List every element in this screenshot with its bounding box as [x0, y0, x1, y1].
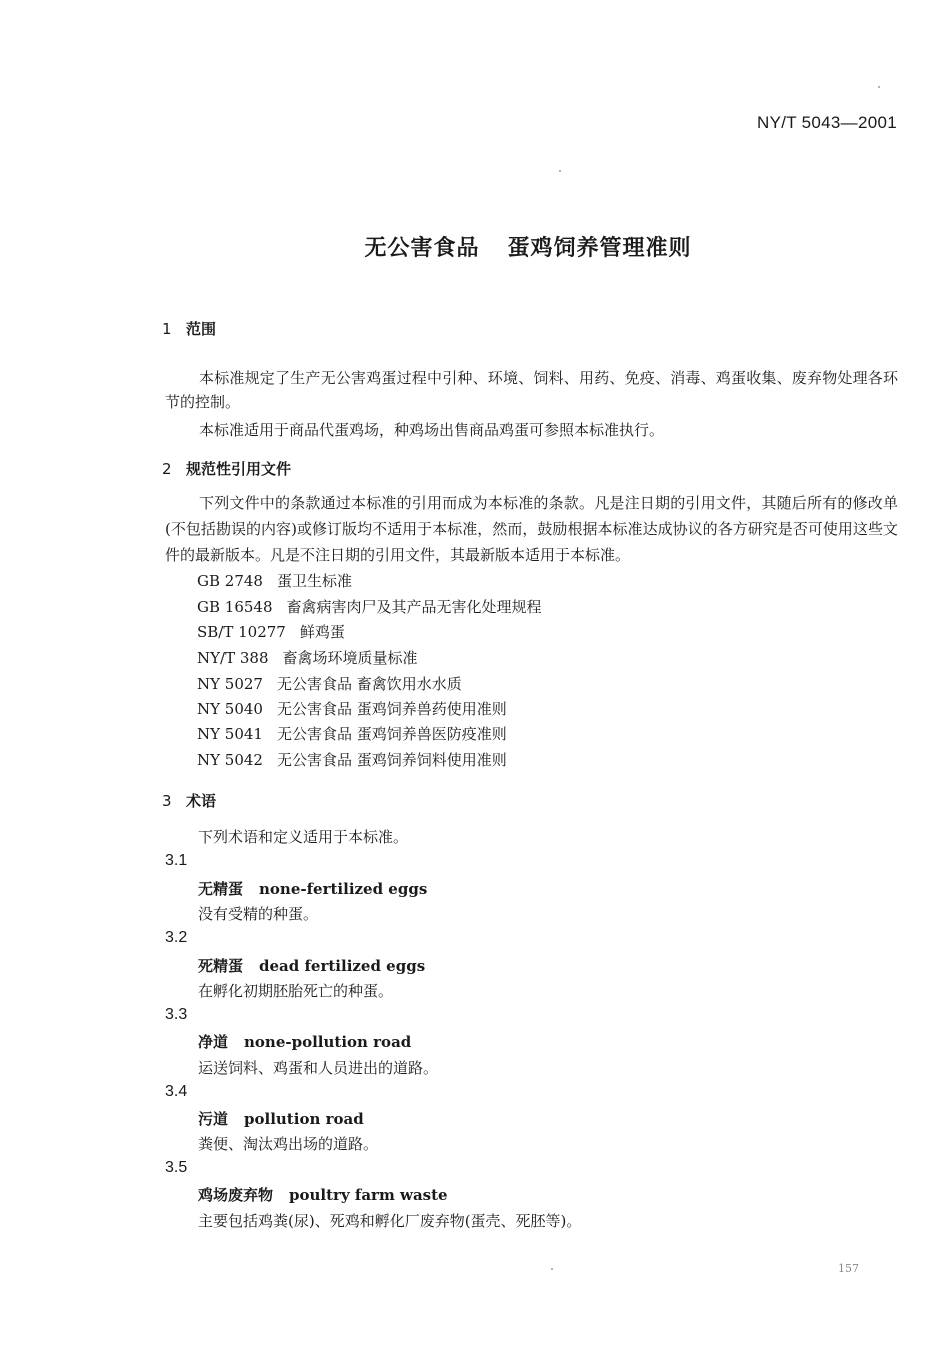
- reference-item: [197, 621, 345, 642]
- term-name-zh: 死精蛋: [198, 957, 244, 975]
- term-name-en: dead fertilized eggs: [259, 957, 426, 975]
- reference-item: [197, 596, 542, 617]
- scan-speck: [551, 1268, 553, 1270]
- term-name-zh: 无精蛋: [198, 880, 244, 898]
- term-number: 3.1: [165, 852, 188, 869]
- term-name-en: none-fertilized eggs: [259, 880, 428, 898]
- reference-item: [197, 698, 507, 719]
- reference-title: 无公害食品 蛋鸡饲养兽药使用准则: [276, 700, 507, 718]
- term-number: 3.4: [165, 1083, 188, 1100]
- reference-item: [197, 749, 507, 770]
- scope-paragraph-2: 本标准适用于商品代蛋鸡场，种鸡场出售商品鸡蛋可参照本标准执行。: [199, 421, 665, 439]
- term-number: 3.3: [165, 1006, 188, 1023]
- term-definition: 运送饲料、鸡蛋和人员进出的道路。: [198, 1059, 439, 1077]
- term-name-zh: 净道: [198, 1033, 229, 1051]
- term-definition: 在孵化初期胚胎死亡的种蛋。: [198, 982, 394, 1000]
- scan-speck: [878, 86, 880, 88]
- reference-item: [197, 723, 507, 744]
- title-part-1: 无公害食品: [364, 236, 480, 261]
- section-heading-references: [162, 458, 291, 479]
- reference-item: [197, 570, 352, 591]
- section-heading-scope: [162, 318, 216, 339]
- term-name: [198, 878, 427, 899]
- standard-code: NY/T 5043—2001: [757, 113, 897, 132]
- reference-code: SB/T 10277: [197, 623, 286, 641]
- reference-code: NY/T 388: [197, 649, 269, 667]
- section-number: 1: [162, 320, 172, 338]
- reference-title: 畜禽场环境质量标准: [282, 649, 418, 667]
- term-number: 3.5: [165, 1159, 188, 1176]
- section-number: 2: [162, 460, 172, 478]
- reference-code: NY 5042: [197, 751, 263, 769]
- reference-item: [197, 647, 418, 668]
- section-heading-terms: [162, 790, 216, 811]
- term-name-en: poultry farm waste: [289, 1186, 448, 1204]
- scope-paragraph-1: 本标准规定了生产无公害鸡蛋过程中引种、环境、饲料、用药、免疫、消毒、鸡蛋收集、废弃物处理各环节的控制。: [165, 369, 898, 411]
- term-definition: 主要包括鸡粪(尿)、死鸡和孵化厂废弃物(蛋壳、死胚等)。: [198, 1212, 582, 1230]
- reference-title: 畜禽病害肉尸及其产品无害化处理规程: [286, 598, 542, 616]
- term-number: 3.2: [165, 929, 188, 946]
- reference-title: 蛋卫生标准: [276, 572, 352, 590]
- scan-speck: [559, 170, 561, 172]
- term-name: [198, 1031, 411, 1052]
- term-name-en: pollution road: [244, 1110, 364, 1128]
- term-name: [198, 1108, 364, 1129]
- terms-intro: 下列术语和定义适用于本标准。: [198, 828, 409, 846]
- page-number: 157: [838, 1262, 859, 1275]
- reference-title: 无公害食品 蛋鸡饲养兽医防疫准则: [276, 725, 507, 743]
- section-title: 术语: [186, 792, 217, 810]
- reference-code: NY 5027: [197, 675, 263, 693]
- reference-code: GB 16548: [197, 598, 273, 616]
- term-name-zh: 污道: [198, 1110, 229, 1128]
- reference-item: [197, 673, 462, 694]
- references-intro-paragraph: 下列文件中的条款通过本标准的引用而成为本标准的条款。凡是注日期的引用文件，其随后所有的修改单(不包括勘误的内容)或修订版均不适用于本标准，然而，鼓励根据本标准达成协议的各方研究是否可使用这些文件的最新版本。凡是不注日期的引用文件，其最新版本适用于本标准。: [165, 494, 898, 564]
- reference-code: GB 2748: [197, 572, 263, 590]
- reference-title: 无公害食品 畜禽饮用水水质: [276, 675, 462, 693]
- reference-title: 无公害食品 蛋鸡饲养饲料使用准则: [276, 751, 507, 769]
- section-number: 3: [162, 792, 172, 810]
- term-name: [198, 955, 425, 976]
- page-title: [0, 231, 950, 262]
- reference-title: 鲜鸡蛋: [299, 623, 345, 641]
- term-definition: 粪便、淘汰鸡出场的道路。: [198, 1135, 379, 1153]
- reference-code: NY 5041: [197, 725, 263, 743]
- section-title: 范围: [186, 320, 217, 338]
- title-part-2: 蛋鸡饲养管理准则: [507, 236, 692, 261]
- section-title: 规范性引用文件: [186, 460, 292, 478]
- term-name: [198, 1184, 448, 1205]
- term-name-en: none-pollution road: [244, 1033, 412, 1051]
- term-definition: 没有受精的种蛋。: [198, 905, 319, 923]
- term-name-zh: 鸡场废弃物: [198, 1186, 274, 1204]
- reference-code: NY 5040: [197, 700, 263, 718]
